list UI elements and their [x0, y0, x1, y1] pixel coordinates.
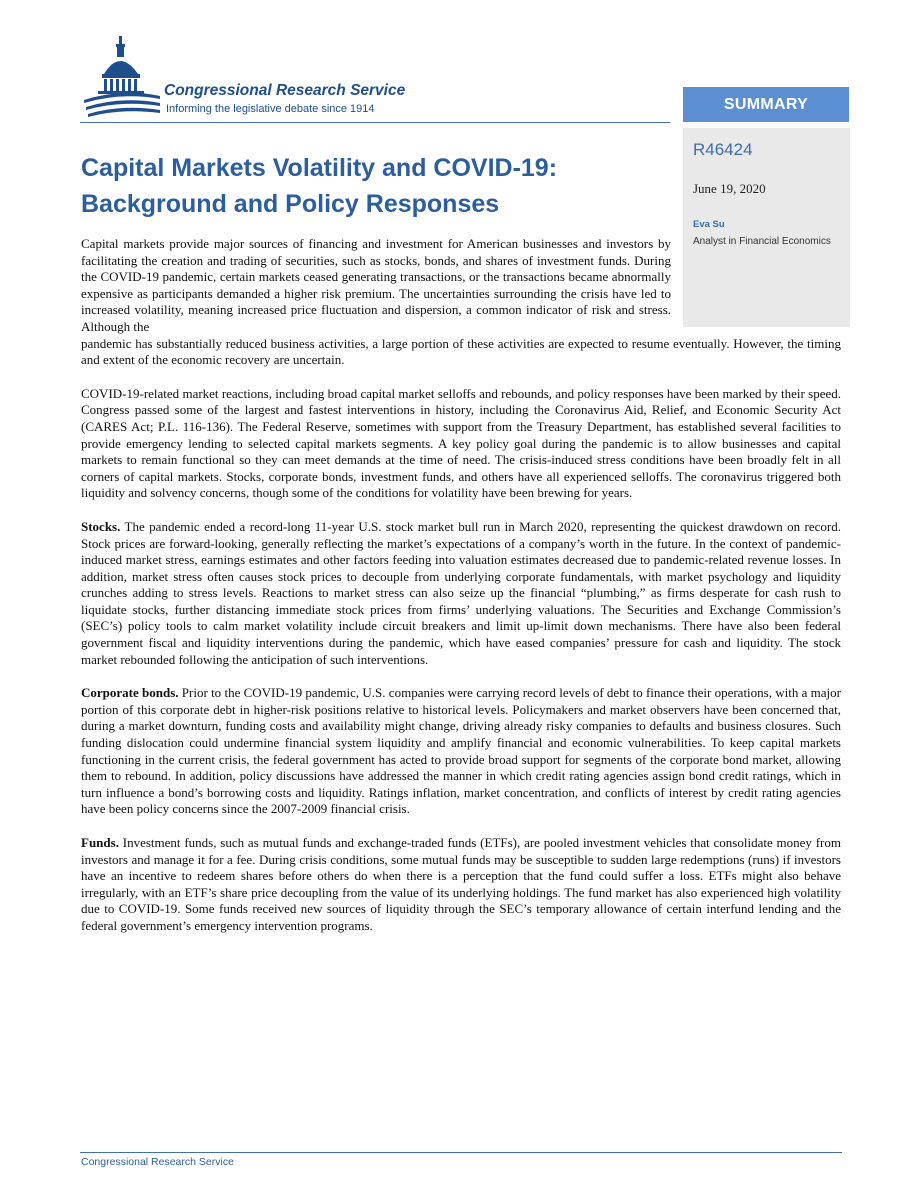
stocks-heading: Stocks. [81, 518, 121, 534]
page-title [81, 150, 671, 222]
report-id: R46424 [693, 140, 753, 159]
header-divider [80, 122, 670, 123]
funds-paragraph [81, 835, 841, 935]
capitol-dome-icon [82, 34, 162, 122]
summary-tab: SUMMARY [683, 87, 849, 122]
author-title: Analyst in Financial Economics [693, 236, 831, 247]
policy-responses-paragraph: COVID-19-related market reactions, including broad capital market selloffs and rebounds, and policy responses have been marked by their speed. Congress passed some of the largest and fastest interventions in history, including the Coronavirus Aid, Relief, and Economic Security Act (CARES Act; P.L. 116-136). The Federal Reserve, sometimes with support from the Treasury Department, has established several facilities to provide emergency lending to selected capital markets segments. A key policy goal during the pandemic is to allow businesses and capital markets to remain functional so they can meet demands at the time of need. The crisis-induced stress conditions have been broadly felt in all corners of capital markets. Stocks, corporate bonds, investment funds, and others have all experienced selloffs. The coronavirus triggered both liquidity and solvency concerns, though some of the conditions for volatility have been brewing for years. [81, 385, 841, 501]
summary-body [81, 236, 841, 952]
stocks-text: The pandemic ended a record-long 11-year U.S. stock market bull run in March 2020, representing the quickest drawdown on record. Stock prices are forward-looking, generally reflecting the market’s expectations of a company’s worth in the future. In the context of pandemic-induced market stress, earnings estimates and other factors feeding into valuation estimates decreased due to pandemic-related revenue losses. In addition, market stress often causes stock prices to decouple from underlying corporate fundamentals, with market psychology and liquidity crunches adding to stress levels. Reactions to market stress can also seize up the financial “plumbing,” as firms desperate for cash rush to liquidate stocks, further distancing immediate stock prices from firms’ underlying valuations. The Securities and Exchange Commission’s (SEC’s) policy tools to calm market volatility include circuit breakers and limit up-limit down mechanisms. There have also been federal government fiscal and liquidity interventions during the pandemic, which have eased companies’ pressure for cash and liquidity. The stock market rebounded following the anticipation of such interventions. [81, 518, 841, 667]
author-name: Eva Su [693, 219, 725, 230]
corporate-bonds-text: Prior to the COVID-19 pandemic, U.S. companies were carrying record levels of debt to finance their operations, with a major portion of this corporate debt in higher-risk positions relative to historical levels. Policymakers and market observers have been concerned that, during a market downturn, funding costs and availability might change, driving already risky companies to defaults and business closures. Such funding dislocation could undermine financial system liquidity and amplify financial and economic vulnerabilities. To keep capital markets functioning in the current crisis, the federal government has acted to provide broad support for segments of the corporate bond market, allowing them to rebound. In addition, policy discussions have addressed the manner in which credit rating agencies assign bond credit ratings, which in turn influence a bond’s borrowing costs and liquidity. Ratings inflation, market concentration, and conflicts of interest by credit rating agencies have been policy concerns since the 2007-2009 financial crisis. [81, 685, 841, 817]
title-line-2: Background and Policy Responses [81, 190, 500, 218]
intro-paragraph-wide: pandemic has substantially reduced business activities, a large portion of these activities are expected to resume eventually. However, the timing and extent of the economic recovery are uncertain. [81, 335, 841, 368]
title-line-1: Capital Markets Volatility and COVID-19: [81, 154, 558, 182]
stocks-paragraph [81, 519, 841, 668]
org-name: Congressional Research Service [164, 82, 406, 99]
intro-paragraph [81, 236, 841, 336]
org-tagline: Informing the legislative debate since 1914 [166, 103, 375, 115]
report-date: June 19, 2020 [693, 181, 766, 196]
footer-org-name: Congressional Research Service [81, 1156, 234, 1168]
footer-divider [80, 1152, 842, 1153]
corporate-bonds-heading: Corporate bonds. [81, 685, 179, 701]
crs-logo [80, 34, 480, 124]
corporate-bonds-paragraph [81, 685, 841, 818]
funds-heading: Funds. [81, 835, 119, 850]
funds-text: Investment funds, such as mutual funds and exchange-traded funds (ETFs), are pooled investment vehicles that consolidate money from investors and manage it for a fee. During crisis conditions, some mutual funds may be susceptible to sudden large redemptions (runs) if investors have an incentive to redeem shares before others do when there is a perception that the fund could suffer a loss. ETFs might also behave irregularly, with an ETF’s share price decoupling from the value of its underlying holdings. The fund market has also experienced high volatility due to COVID-19. Some funds received new sources of liquidity through the SEC’s temporary allowance of certain interfund lending and the federal government’s emergency intervention programs. [81, 835, 841, 933]
intro-paragraph-narrow: Capital markets provide major sources of financing and investment for American businesses and investors by facilitating the creation and trading of securities, such as stocks, bonds, and shares of investment funds. During the COVID-19 pandemic, certain markets ceased generating transactions, or the transactions became abnormally expensive as participants demanded a higher risk premium. The uncertainties surrounding the crisis have led to increased volatility, meaning increased price fluctuation and dispersion, a common indicator of risk and stress. Although the [81, 236, 671, 334]
